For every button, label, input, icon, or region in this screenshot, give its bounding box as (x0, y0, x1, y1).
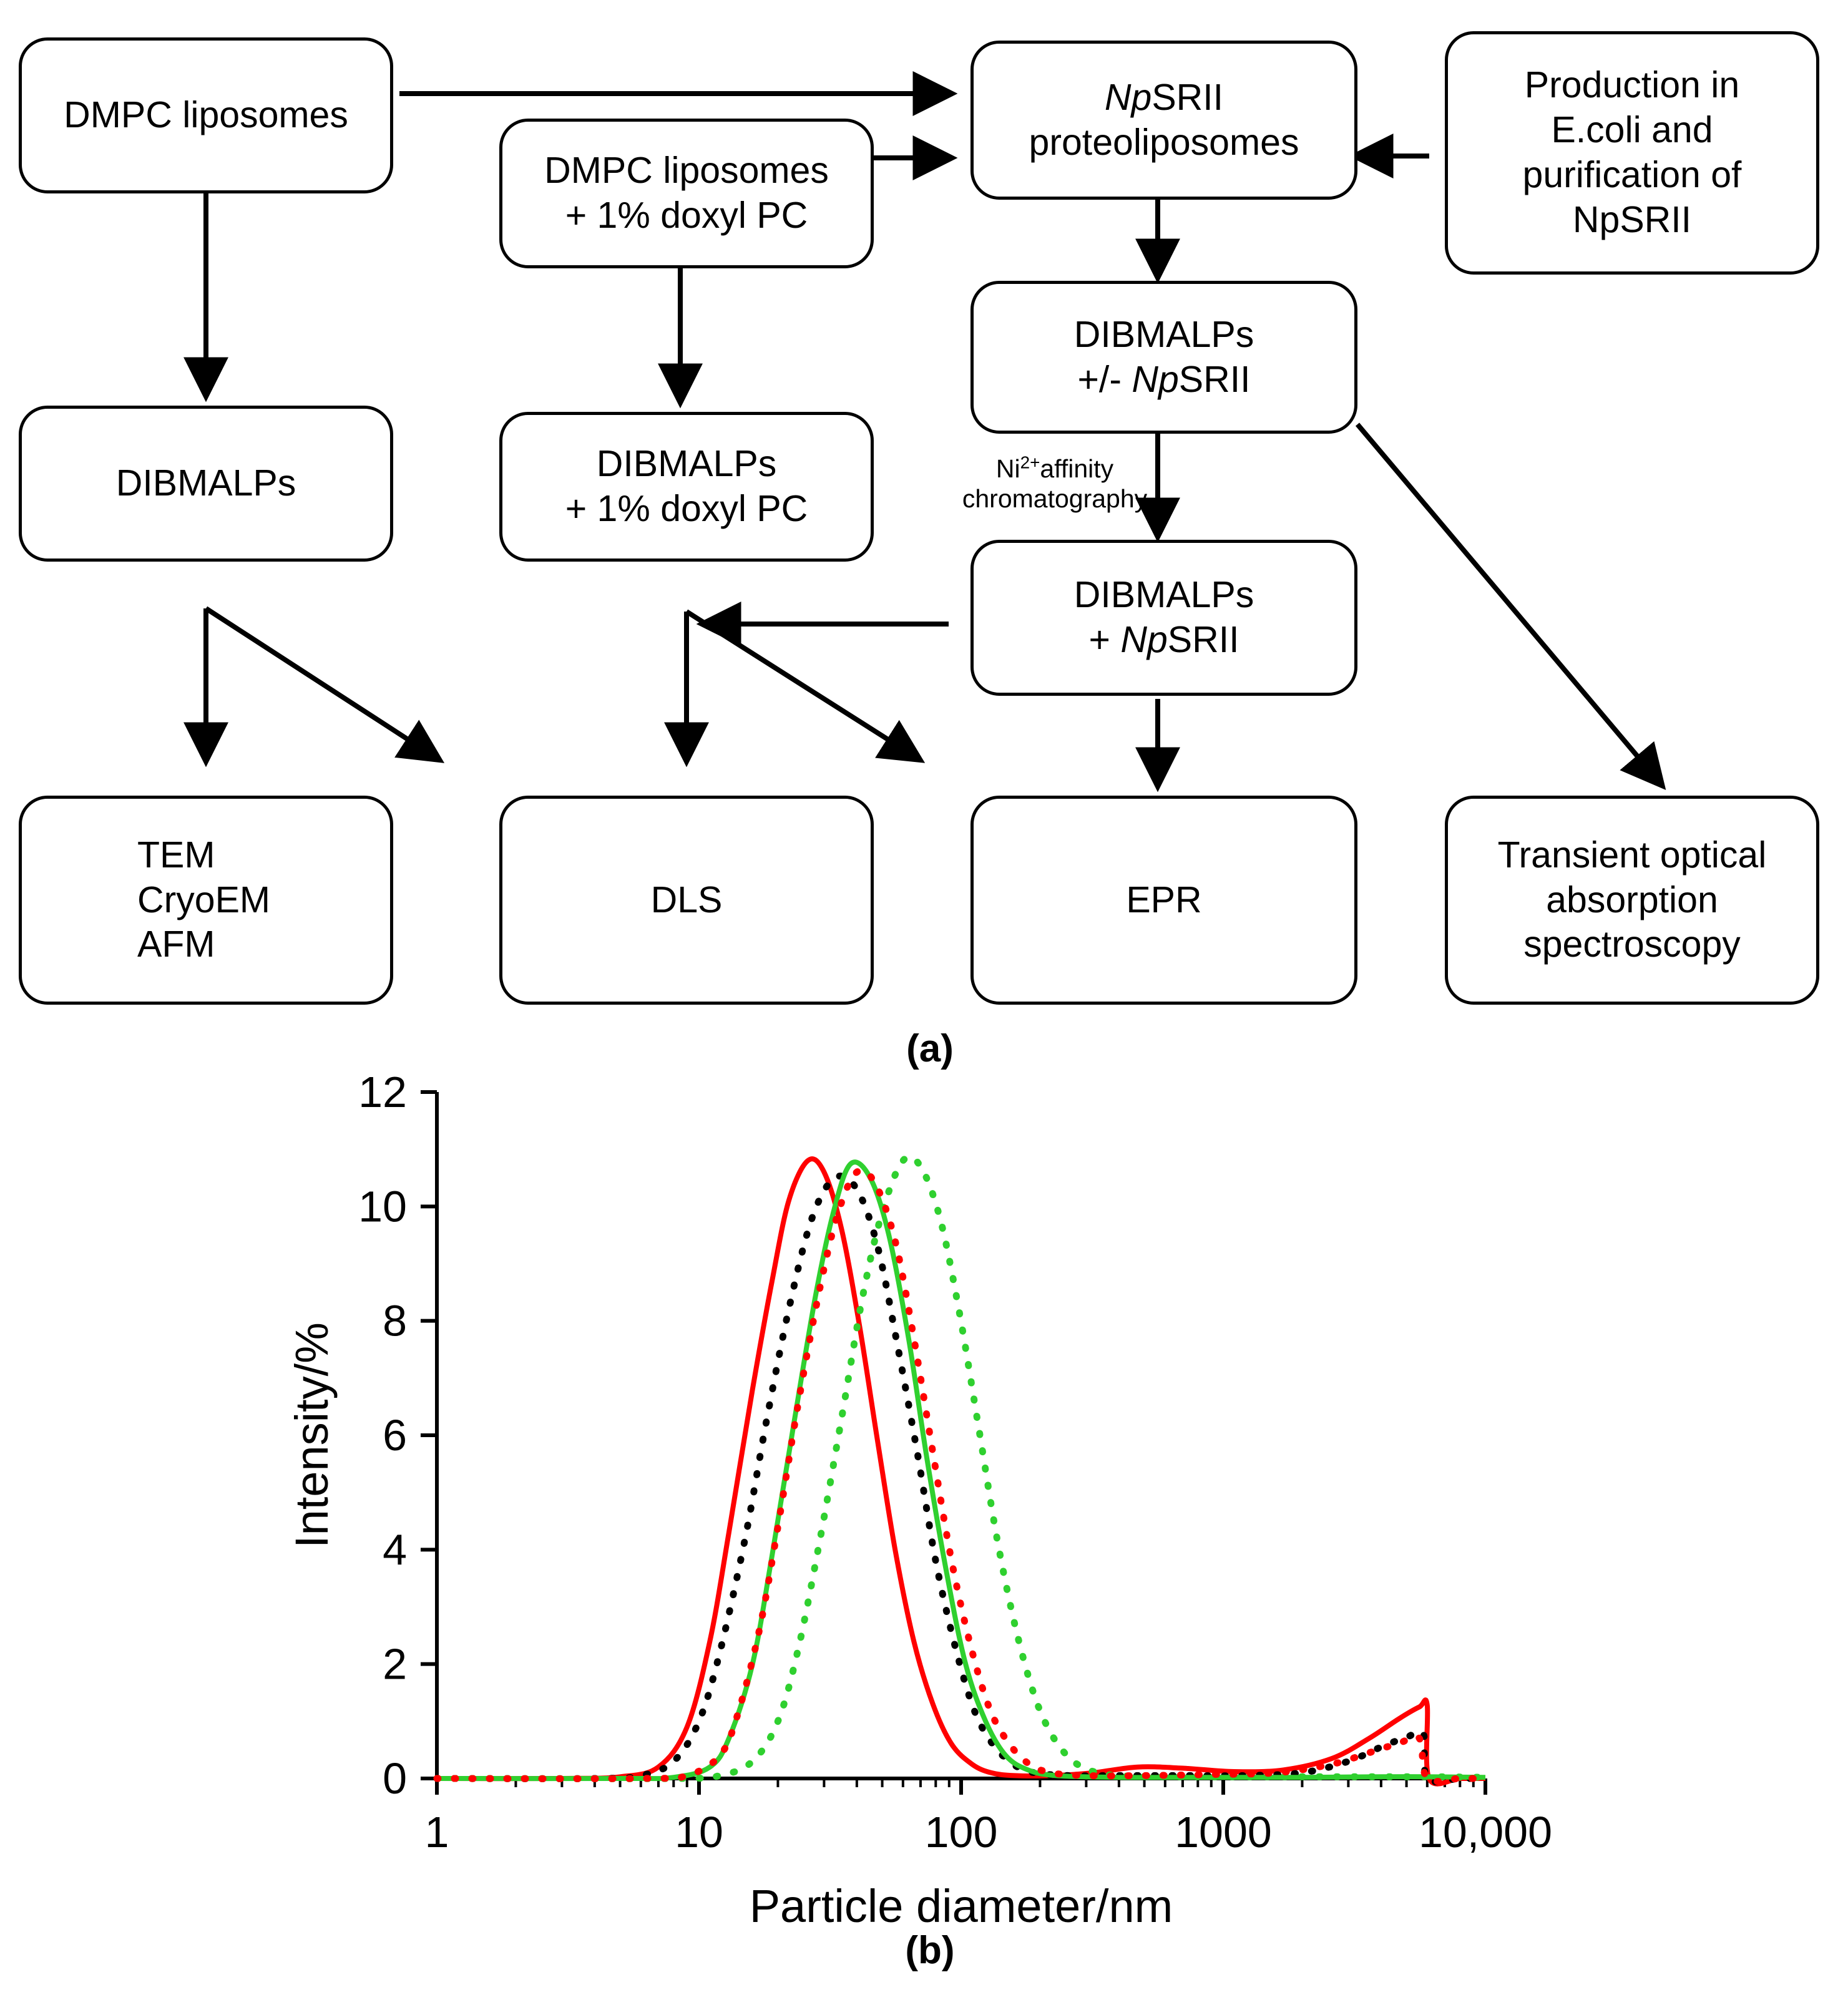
ni-affinity-chromatography-label (924, 452, 1186, 514)
node-dls (499, 796, 874, 1005)
x-tick-label: 1 (424, 1808, 449, 1856)
node-label-line1: DIBMALPs (596, 443, 777, 485)
x-axis-title: Particle diameter/nm (749, 1880, 1173, 1932)
node-production-purification (1445, 31, 1819, 275)
affinity-text: affinity (1040, 454, 1114, 483)
node-label-line4: NpSRII (1572, 198, 1692, 240)
node-label-line2: CryoEM (137, 879, 271, 920)
italic-np: Np (1132, 358, 1179, 400)
node-epr (970, 796, 1357, 1005)
y-tick-label: 4 (383, 1525, 407, 1574)
chart-panel (0, 1055, 1848, 2000)
y-tick-label: 2 (383, 1639, 407, 1689)
ni-text: Ni (995, 454, 1020, 483)
dls-intensity-chart (0, 1055, 1848, 1947)
node-dmpc-liposomes (19, 37, 393, 193)
chart-series-black-dotted (437, 1176, 1485, 1782)
node-label-line1: TEM (137, 834, 215, 876)
y-axis-title: Intensity/% (286, 1322, 338, 1548)
y-tick-label: 12 (358, 1068, 407, 1116)
node-label-line3: AFM (137, 924, 215, 965)
italic-np: Np (1120, 619, 1168, 660)
charge-superscript: 2+ (1020, 452, 1040, 472)
italic-np: Np (1104, 76, 1152, 118)
node-npsrii-proteoliposomes (970, 41, 1357, 200)
node-label-line3: spectroscopy (1523, 924, 1741, 965)
node-label-line1: DIBMALPs (1073, 313, 1254, 355)
x-tick-label: 10 (675, 1808, 723, 1856)
node-label: DLS (650, 879, 723, 920)
node-tem-cryoem-afm (19, 796, 393, 1005)
node-dmpc-liposomes-doxyl (499, 119, 874, 268)
y-tick-label: 8 (383, 1296, 407, 1345)
y-tick-label: 0 (383, 1754, 407, 1803)
x-tick-label: 100 (924, 1808, 998, 1856)
node-label-line1 (1105, 76, 1223, 120)
chart-series-red-dotted (437, 1170, 1485, 1781)
x-tick-label: 1000 (1175, 1808, 1272, 1856)
node-dibmalps-doxyl (499, 412, 874, 562)
y-tick-label: 10 (358, 1182, 407, 1231)
node-transient-optical-absorption-spectroscopy (1445, 796, 1819, 1005)
srii-text: SRII (1167, 619, 1239, 660)
chart-series-red-solid (437, 1159, 1485, 1784)
node-label-line2: + 1% doxyl PC (565, 195, 808, 236)
srii-text: SRII (1178, 358, 1251, 400)
node-dibmalps-npsrii (970, 540, 1357, 696)
node-dibmalps-plus-minus-npsrii (970, 281, 1357, 434)
chart-series-green-solid (437, 1162, 1485, 1778)
y-tick-label: 6 (383, 1411, 407, 1460)
chart-series-green-dotted (437, 1157, 1485, 1779)
node-label-line1: Production in (1524, 64, 1740, 106)
node-label-line1: Transient optical (1497, 834, 1767, 876)
x-tick-label: 10,000 (1418, 1808, 1553, 1856)
node-label-line2: absorption (1546, 879, 1718, 920)
panel-b-letter: (b) (905, 1929, 955, 1972)
node-dibmalps (19, 406, 393, 562)
node-label-line2: + NpSRII (1088, 619, 1239, 660)
node-label-line2: E.coli and (1551, 109, 1713, 151)
node-label-line3: purification of (1522, 154, 1742, 195)
label-line2: chromatography (962, 484, 1148, 514)
node-label: EPR (1126, 879, 1202, 920)
srii-text: SRII (1151, 76, 1224, 118)
label-line1 (996, 454, 1113, 483)
panel-a-letter: (a) (906, 1027, 954, 1070)
node-label-line2: + 1% doxyl PC (565, 488, 808, 529)
node-label-line1: DMPC liposomes (544, 150, 829, 192)
node-label-line2: +/- NpSRII (1077, 358, 1251, 400)
node-label-line2: proteoliposomes (1029, 121, 1299, 163)
node-label: DMPC liposomes (64, 94, 348, 136)
node-label-line1: DIBMALPs (1073, 574, 1254, 616)
node-label: DIBMALPs (115, 462, 296, 504)
